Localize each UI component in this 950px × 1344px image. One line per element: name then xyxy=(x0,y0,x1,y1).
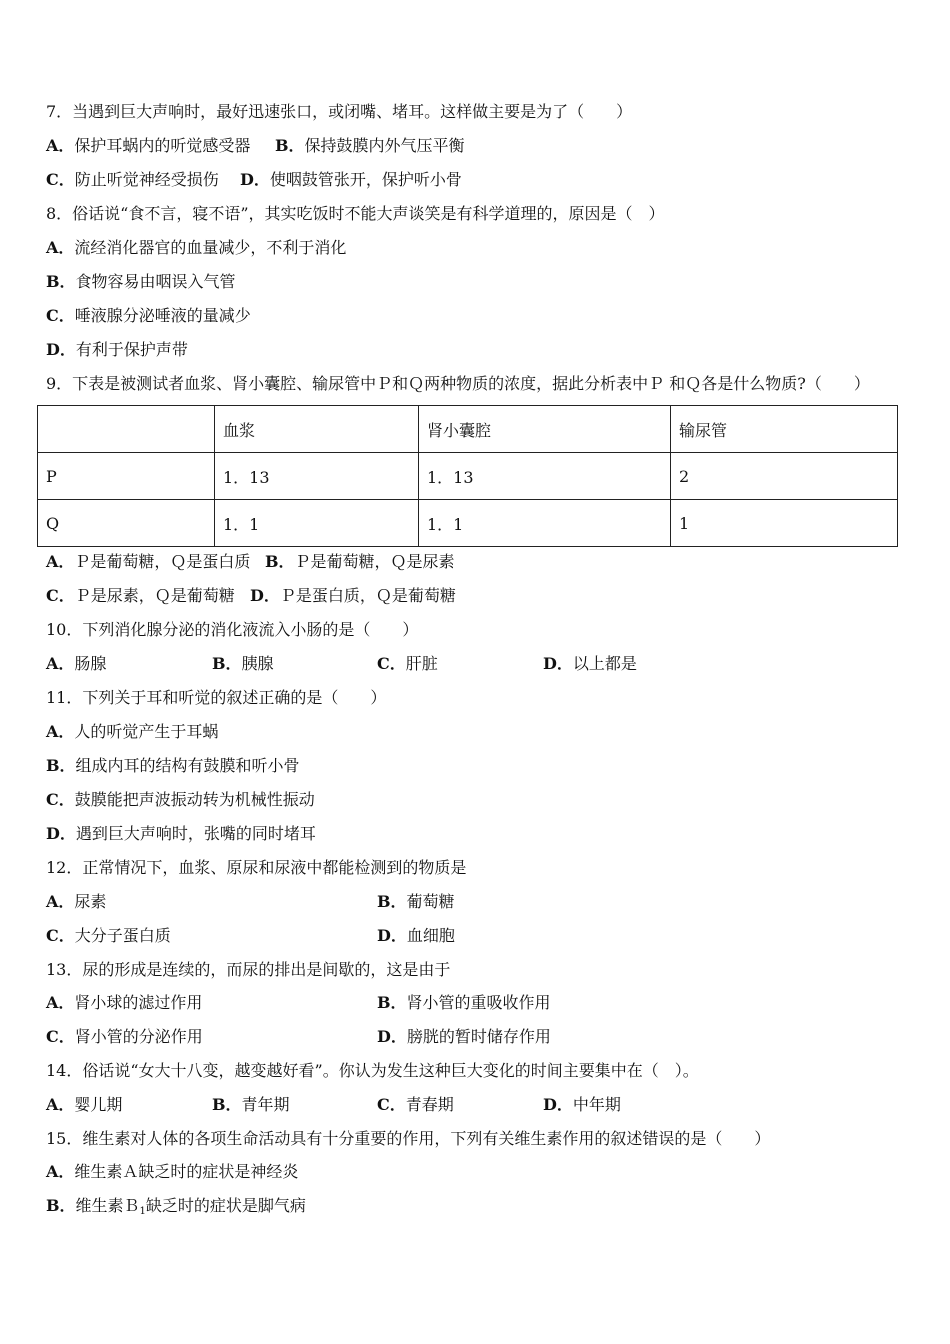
option-letter: C． xyxy=(46,1027,75,1046)
q14-option-b[interactable] xyxy=(212,1095,290,1115)
subscript: 1 xyxy=(139,1206,146,1217)
option-letter: A． xyxy=(46,892,75,911)
table-cell: 1．13 xyxy=(419,453,671,500)
option-letter: A． xyxy=(46,552,75,571)
q8-option-c[interactable] xyxy=(46,306,251,326)
option-letter: A． xyxy=(46,654,75,673)
option-text: 肾小球的滤过作用 xyxy=(74,993,203,1012)
option-text-after: 缺乏时的症状是脚气病 xyxy=(145,1196,306,1215)
option-text: 有利于保护声带 xyxy=(75,340,188,359)
table-cell: P xyxy=(38,453,215,500)
option-letter: B． xyxy=(46,756,76,775)
option-text: 血细胞 xyxy=(406,926,455,945)
table-cell: 1 xyxy=(671,500,898,547)
option-text: 大分子蛋白质 xyxy=(74,926,171,945)
q12-option-d[interactable] xyxy=(377,926,455,946)
q10-option-c[interactable] xyxy=(377,654,438,674)
q7-option-b[interactable] xyxy=(275,136,465,156)
option-text: 肾小管的分泌作用 xyxy=(74,1027,203,1046)
option-letter: D． xyxy=(250,586,280,605)
q13-option-c[interactable] xyxy=(46,1027,203,1047)
q8-option-b[interactable] xyxy=(46,272,236,292)
table-header-cell: 输尿管 xyxy=(671,406,898,453)
option-letter: C． xyxy=(46,586,75,605)
table-row xyxy=(38,500,898,547)
option-text: 保持鼓膜内外气压平衡 xyxy=(304,136,465,155)
option-letter: D． xyxy=(46,824,76,843)
q11-stem: 11．下列关于耳和听觉的叙述正确的是（ ） xyxy=(46,688,387,707)
q8-stem: 8．俗话说“食不言，寝不语”，其实吃饭时不能大声谈笑是有科学道理的，原因是（ ） xyxy=(46,204,665,223)
q7-option-d[interactable] xyxy=(240,170,462,190)
option-text: Ｐ是蛋白质，Ｑ是葡萄糖 xyxy=(279,586,456,605)
option-letter: B． xyxy=(265,552,295,571)
option-text: 婴儿期 xyxy=(74,1095,123,1114)
table-cell: 1．1 xyxy=(215,500,419,547)
table-header-cell xyxy=(38,406,215,453)
option-letter: C． xyxy=(377,654,406,673)
option-letter: B． xyxy=(275,136,305,155)
q9-option-b[interactable] xyxy=(265,552,455,572)
q13-option-b[interactable] xyxy=(377,993,551,1013)
q14-option-d[interactable] xyxy=(543,1095,621,1115)
q10-stem: 10．下列消化腺分泌的消化液流入小肠的是（ ） xyxy=(46,620,419,639)
q8-option-a[interactable] xyxy=(46,238,346,258)
option-letter: C． xyxy=(46,170,75,189)
option-text: Ｐ是葡萄糖，Ｑ是蛋白质 xyxy=(74,552,251,571)
option-text: 食物容易由咽误入气管 xyxy=(75,272,236,291)
option-text: 肾小管的重吸收作用 xyxy=(406,993,551,1012)
option-letter: B． xyxy=(377,892,407,911)
table-cell: 2 xyxy=(671,453,898,500)
option-text: Ｐ是葡萄糖，Ｑ是尿素 xyxy=(294,552,455,571)
option-text: 肠腺 xyxy=(74,654,107,673)
q7-stem: 7．当遇到巨大声响时，最好迅速张口，或闭嘴、堵耳。这样做主要是为了（ ） xyxy=(46,102,633,121)
q9-option-d[interactable] xyxy=(250,586,456,606)
option-letter: A． xyxy=(46,722,75,741)
option-letter: C． xyxy=(46,306,75,325)
table-header-cell: 肾小囊腔 xyxy=(419,406,671,453)
q9-stem: 9．下表是被测试者血浆、肾小囊腔、输尿管中Ｐ和Ｑ两种物质的浓度，据此分析表中Ｐ 和Ｑ各是什么物质?（ ） xyxy=(46,374,870,393)
table-header-cell: 血浆 xyxy=(215,406,419,453)
table-header-row xyxy=(38,406,898,453)
option-letter: A． xyxy=(46,238,75,257)
q12-option-c[interactable] xyxy=(46,926,171,946)
option-letter: B． xyxy=(377,993,407,1012)
option-letter: D． xyxy=(240,170,270,189)
option-text: 人的听觉产生于耳蜗 xyxy=(74,722,219,741)
q9-option-a[interactable] xyxy=(46,552,250,572)
q7-option-c[interactable] xyxy=(46,170,219,190)
q12-option-b[interactable] xyxy=(377,892,455,912)
q12-stem: 12．正常情况下，血浆、原尿和尿液中都能检测到的物质是 xyxy=(46,858,467,877)
q10-option-a[interactable] xyxy=(46,654,106,674)
option-letter: B． xyxy=(212,1095,242,1114)
option-letter: A． xyxy=(46,993,75,1012)
table-cell: 1．1 xyxy=(419,500,671,547)
q9-option-c[interactable] xyxy=(46,586,235,606)
q10-option-b[interactable] xyxy=(212,654,274,674)
q14-option-c[interactable] xyxy=(377,1095,454,1115)
q10-option-d[interactable] xyxy=(543,654,637,674)
option-text: 维生素Ａ缺乏时的症状是神经炎 xyxy=(74,1162,299,1181)
option-text: 青年期 xyxy=(241,1095,290,1114)
option-letter: B． xyxy=(46,272,76,291)
option-text: 唾液腺分泌唾液的量减少 xyxy=(74,306,251,325)
q11-option-b[interactable] xyxy=(46,756,300,776)
q11-option-c[interactable] xyxy=(46,790,315,810)
option-letter: C． xyxy=(46,926,75,945)
option-text: 肝脏 xyxy=(405,654,438,673)
option-text: 鼓膜能把声波振动转为机械性振动 xyxy=(74,790,315,809)
option-text: 组成内耳的结构有鼓膜和听小骨 xyxy=(75,756,300,775)
option-letter: D． xyxy=(543,1095,573,1114)
table-row xyxy=(38,453,898,500)
option-text: 保护耳蜗内的听觉感受器 xyxy=(74,136,251,155)
q15-option-a[interactable] xyxy=(46,1162,298,1182)
option-text: Ｐ是尿素，Ｑ是葡萄糖 xyxy=(74,586,235,605)
option-text: 流经消化器官的血量减少，不利于消化 xyxy=(74,238,347,257)
q11-option-a[interactable] xyxy=(46,722,218,742)
table-cell: Q xyxy=(38,500,215,547)
option-text: 葡萄糖 xyxy=(406,892,455,911)
q14-option-a[interactable] xyxy=(46,1095,122,1115)
q14-stem: 14．俗话说“女大十八变，越变越好看”。你认为发生这种巨大变化的时间主要集中在（ ）。 xyxy=(46,1061,699,1080)
option-letter: D． xyxy=(377,926,407,945)
option-letter: A． xyxy=(46,136,75,155)
option-text: 遇到巨大声响时，张嘴的同时堵耳 xyxy=(75,824,316,843)
q11-option-d[interactable] xyxy=(46,824,316,844)
option-text-before: 维生素Ｂ xyxy=(75,1196,140,1215)
q13-stem: 13．尿的形成是连续的，而尿的排出是间歇的，这是由于 xyxy=(46,960,451,979)
q15-stem: 15．维生素对人体的各项生命活动具有十分重要的作用，下列有关维生素作用的叙述错误的是（ ） xyxy=(46,1129,771,1148)
option-letter: D． xyxy=(543,654,573,673)
option-text: 膀胱的暂时储存作用 xyxy=(406,1027,551,1046)
option-text: 胰腺 xyxy=(241,654,274,673)
q15-option-b[interactable] xyxy=(46,1196,306,1222)
table-cell: 1．13 xyxy=(215,453,419,500)
q13-option-d[interactable] xyxy=(377,1027,551,1047)
q9-data-table xyxy=(37,405,898,547)
q7-option-a[interactable] xyxy=(46,136,250,156)
q8-option-d[interactable] xyxy=(46,340,188,360)
option-letter: C． xyxy=(377,1095,406,1114)
option-letter: C． xyxy=(46,790,75,809)
option-text: 使咽鼓管张开，保护听小骨 xyxy=(269,170,462,189)
option-letter: A． xyxy=(46,1095,75,1114)
option-text: 尿素 xyxy=(74,892,107,911)
option-text: 以上都是 xyxy=(572,654,637,673)
q12-option-a[interactable] xyxy=(46,892,106,912)
option-letter: B． xyxy=(212,654,242,673)
option-text: 中年期 xyxy=(572,1095,621,1114)
option-text: 青春期 xyxy=(405,1095,454,1114)
option-letter: A． xyxy=(46,1162,75,1181)
option-letter: D． xyxy=(46,340,76,359)
option-text: 防止听觉神经受损伤 xyxy=(74,170,219,189)
option-letter: D． xyxy=(377,1027,407,1046)
q13-option-a[interactable] xyxy=(46,993,202,1013)
option-letter: B． xyxy=(46,1196,76,1215)
